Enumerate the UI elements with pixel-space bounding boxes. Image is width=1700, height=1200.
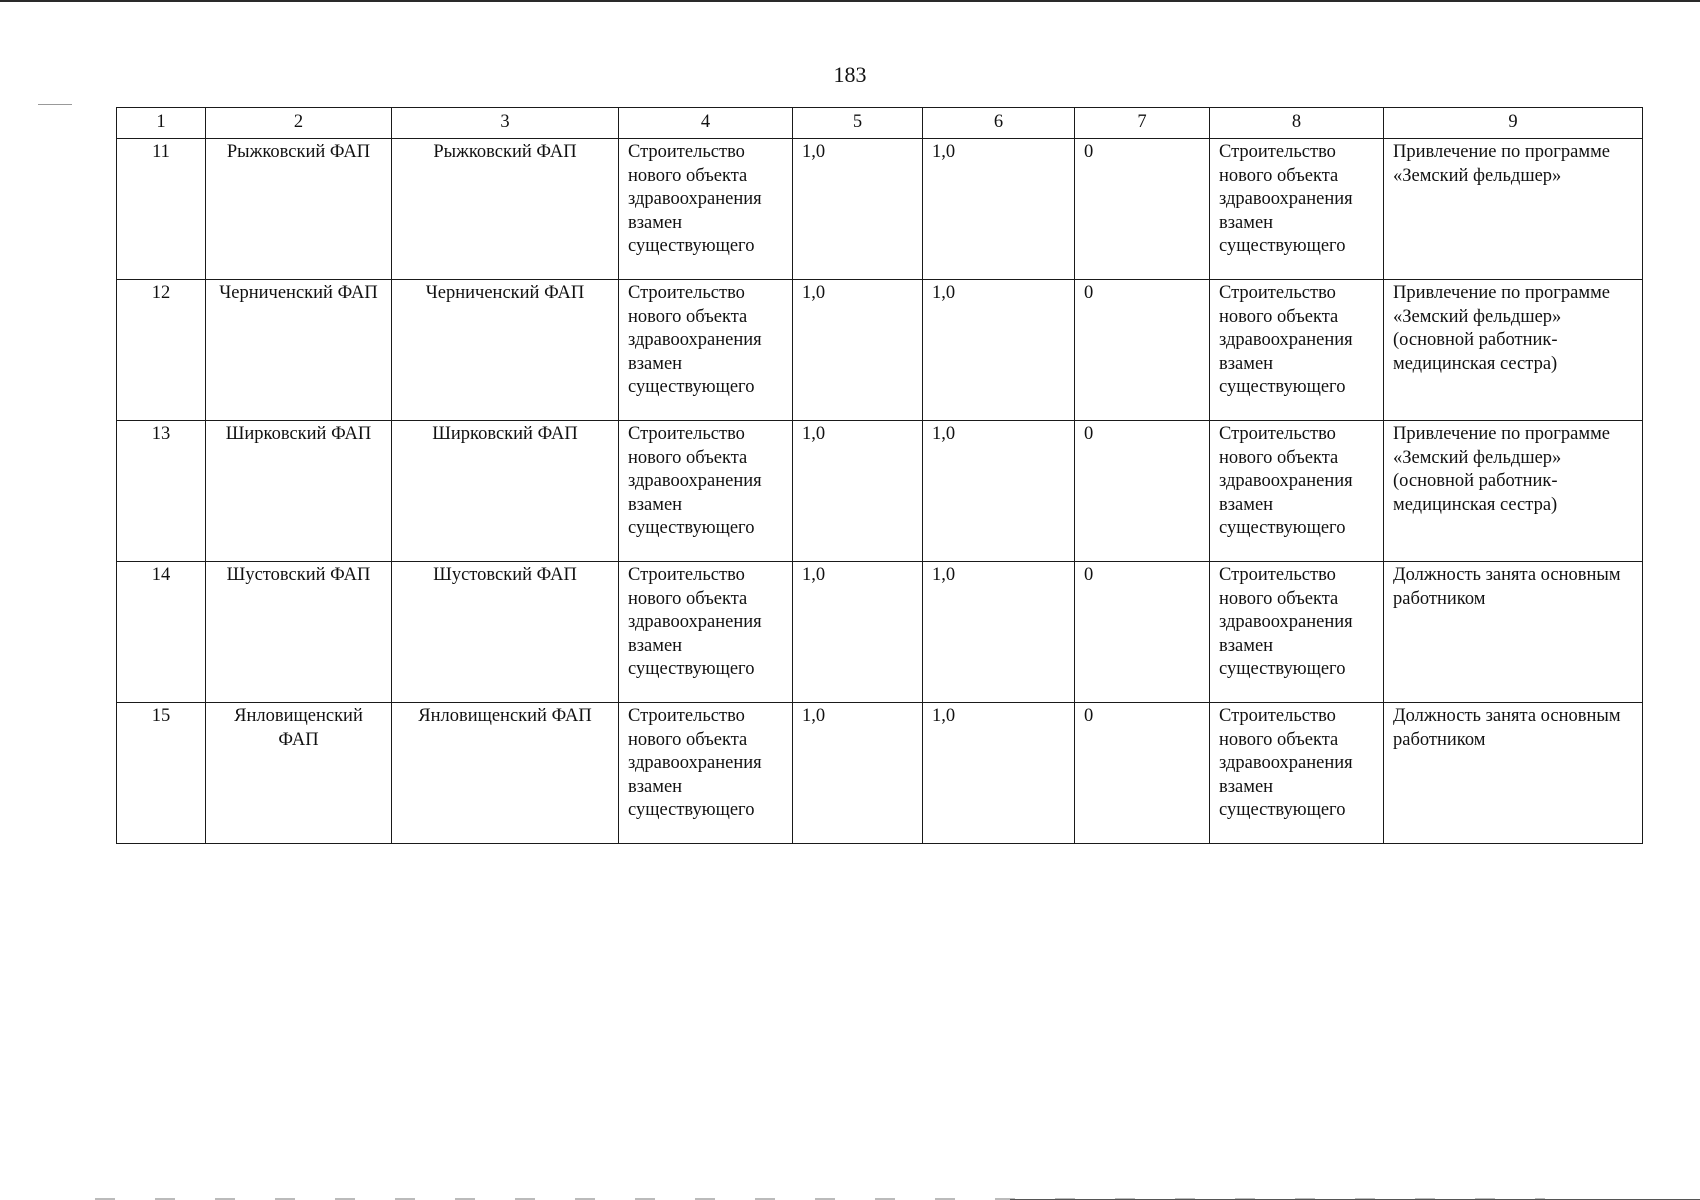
- row-number: 12: [117, 280, 206, 421]
- table-row: [117, 139, 1643, 280]
- facility-name: Янловищенский ФАП: [206, 703, 392, 844]
- measure: Строительство нового объекта здравоохранения взамен существующего: [1210, 139, 1384, 280]
- staffing-note: Привлечение по программе «Земский фельдшер»: [1384, 139, 1643, 280]
- value-col-6: 1,0: [923, 139, 1075, 280]
- row-number: 13: [117, 421, 206, 562]
- planned-action: Строительство нового объекта здравоохранения взамен существующего: [619, 280, 793, 421]
- value-col-7: 0: [1075, 280, 1210, 421]
- table-row: [117, 421, 1643, 562]
- value-col-7: 0: [1075, 703, 1210, 844]
- value-col-5: 1,0: [793, 421, 923, 562]
- facility-name-alt: Рыжковский ФАП: [392, 139, 619, 280]
- col-header-4: 4: [619, 108, 793, 139]
- header-row: [117, 108, 1643, 139]
- facility-name: Шустовский ФАП: [206, 562, 392, 703]
- data-table: [116, 107, 1643, 844]
- measure: Строительство нового объекта здравоохранения взамен существующего: [1210, 703, 1384, 844]
- col-header-7: 7: [1075, 108, 1210, 139]
- measure: Строительство нового объекта здравоохранения взамен существующего: [1210, 280, 1384, 421]
- facility-name-alt: Черниченский ФАП: [392, 280, 619, 421]
- value-col-6: 1,0: [923, 562, 1075, 703]
- page-number: 183: [833, 62, 867, 87]
- value-col-7: 0: [1075, 562, 1210, 703]
- planned-action: Строительство нового объекта здравоохранения взамен существующего: [619, 562, 793, 703]
- col-header-9: 9: [1384, 108, 1643, 139]
- col-header-5: 5: [793, 108, 923, 139]
- table-row: [117, 703, 1643, 844]
- value-col-6: 1,0: [923, 703, 1075, 844]
- table-row: [117, 562, 1643, 703]
- page-top-edge: [0, 0, 1700, 2]
- measure: Строительство нового объекта здравоохранения взамен существующего: [1210, 562, 1384, 703]
- margin-mark: [38, 104, 72, 105]
- row-number: 11: [117, 139, 206, 280]
- staffing-note: Привлечение по программе «Земский фельдшер» (основной работник- медицинская сестра): [1384, 280, 1643, 421]
- value-col-5: 1,0: [793, 562, 923, 703]
- planned-action: Строительство нового объекта здравоохранения взамен существующего: [619, 421, 793, 562]
- staffing-note: Должность занята основным работником: [1384, 562, 1643, 703]
- staffing-note: Привлечение по программе «Земский фельдшер» (основной работник- медицинская сестра): [1384, 421, 1643, 562]
- measure: Строительство нового объекта здравоохранения взамен существующего: [1210, 421, 1384, 562]
- col-header-8: 8: [1210, 108, 1384, 139]
- value-col-7: 0: [1075, 139, 1210, 280]
- table-row: [117, 280, 1643, 421]
- col-header-6: 6: [923, 108, 1075, 139]
- facility-name: Рыжковский ФАП: [206, 139, 392, 280]
- value-col-6: 1,0: [923, 421, 1075, 562]
- facility-name-alt: Ширковский ФАП: [392, 421, 619, 562]
- value-col-5: 1,0: [793, 280, 923, 421]
- staffing-note: Должность занята основным работником: [1384, 703, 1643, 844]
- value-col-6: 1,0: [923, 280, 1075, 421]
- planned-action: Строительство нового объекта здравоохранения взамен существующего: [619, 139, 793, 280]
- col-header-2: 2: [206, 108, 392, 139]
- value-col-5: 1,0: [793, 139, 923, 280]
- facility-name: Ширковский ФАП: [206, 421, 392, 562]
- col-header-3: 3: [392, 108, 619, 139]
- value-col-7: 0: [1075, 421, 1210, 562]
- row-number: 14: [117, 562, 206, 703]
- value-col-5: 1,0: [793, 703, 923, 844]
- facility-name-alt: Янловищенский ФАП: [392, 703, 619, 844]
- facility-name-alt: Шустовский ФАП: [392, 562, 619, 703]
- col-header-1: 1: [117, 108, 206, 139]
- facility-name: Черниченский ФАП: [206, 280, 392, 421]
- planned-action: Строительство нового объекта здравоохранения взамен существующего: [619, 703, 793, 844]
- row-number: 15: [117, 703, 206, 844]
